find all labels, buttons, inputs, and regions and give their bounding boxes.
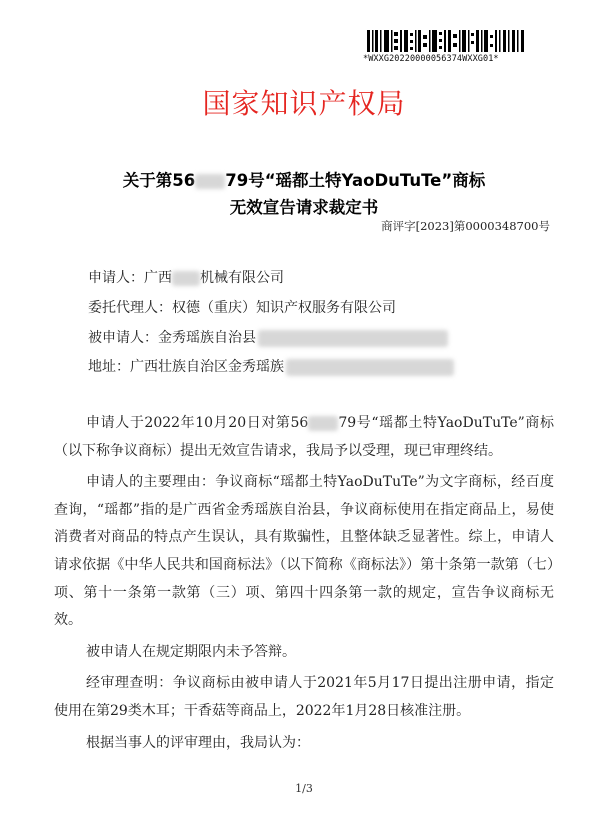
redaction-blur (258, 330, 448, 347)
redaction-blur (172, 271, 200, 286)
address-line (88, 356, 454, 376)
p1-end: 79号“瑶都土特YaoDuTuTe”商标（以下称争议商标）提出无效宣告请求，我局予以受理，现已审理终结。 (54, 415, 554, 459)
p1-start: 申请人于2022年10月20日对第56 (86, 415, 309, 431)
title-line1-start: 关于第56 (122, 171, 196, 190)
decision-title (0, 167, 608, 191)
applicant-line (88, 267, 284, 287)
redaction-blur (308, 416, 338, 431)
barcode-number: *WXXG20220000056374WXXG01* (363, 54, 499, 64)
redaction-blur (195, 174, 225, 189)
applicant-name-end: 机械有限公司 (200, 270, 284, 286)
agent-line: 委托代理人：权德（重庆）知识产权服务有限公司 (88, 300, 396, 316)
respondent-label: 被申请人：金秀瑶族自治县 (88, 330, 256, 346)
paragraph-4: 经审理查明：争议商标由被申请人于2021年5月17日提出注册申请，指定使用在第29类木耳；干香菇等商品上，2022年1月28日核准注册。 (54, 675, 554, 719)
title-line1-end: 79号“瑶都土特YaoDuTuTe”商标 (225, 171, 486, 190)
redaction-blur (286, 359, 454, 376)
barcode (363, 30, 537, 64)
paragraph-3: 被申请人在规定期限内未予答辩。 (86, 643, 296, 660)
paragraph-2: 申请人的主要理由：争议商标“瑶都土特YaoDuTuTe”为文字商标，经百度查询，“瑶都”指的是广西省金秀瑶族自治县，争议商标使用在指定商品上，易使消费者对商品的特点产生误认，具有欺骗性，且整体缺乏显著性。综上，申请人请求依据《中华人民共和国商标法》（以下简称《商标法》）第十条第一款第（七）项、第十一条第一款第（三）项、第四十四条第一款的规定，宣告争议商标无效。 (54, 474, 554, 629)
office-heading: 国家知识产权局 (202, 87, 406, 120)
address-label: 地址：广西壮族自治区金秀瑶族 (88, 359, 284, 375)
applicant-label: 申请人：广西 (88, 270, 172, 286)
paragraph-5: 根据当事人的评审理由，我局认为： (86, 734, 310, 751)
barcode-graphic (367, 30, 527, 52)
document-number: 商评字[2023]第0000348700号 (381, 219, 550, 233)
page-number: 1/3 (295, 782, 313, 795)
decision-subtitle: 无效宣告请求裁定书 (229, 198, 379, 217)
respondent-line (88, 327, 448, 347)
paragraph-1 (54, 410, 554, 465)
decision-body (54, 410, 554, 761)
